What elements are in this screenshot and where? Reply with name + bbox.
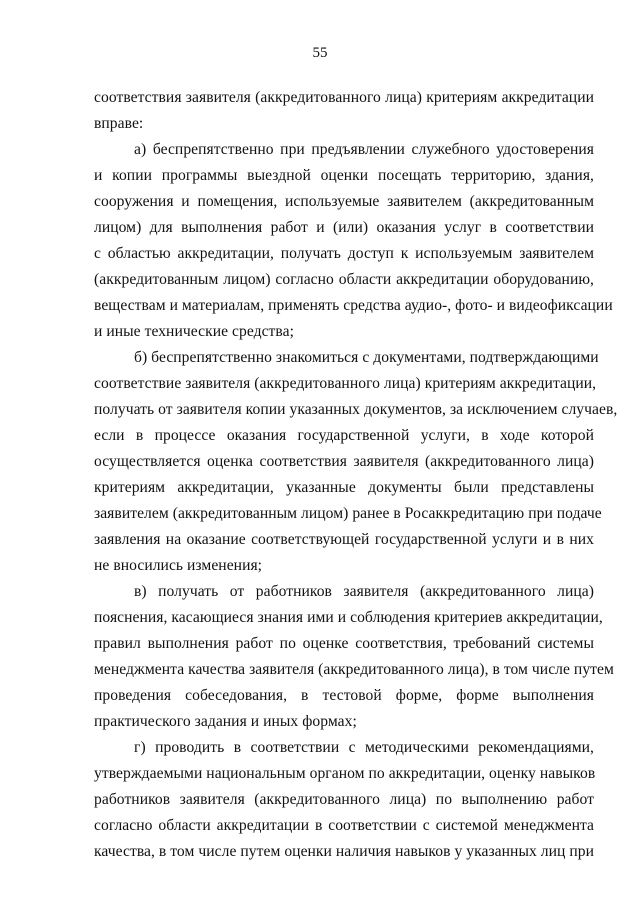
page-number: 55 — [312, 45, 328, 61]
text-line: веществам и материалам, применять средства аудио-, фото- и видеофиксации — [94, 297, 613, 314]
text-line: сооружения и помещения, используемые заявителем (аккредитованным — [94, 193, 594, 210]
text-line: проведения собеседования, в тестовой форме, форме выполнения — [94, 687, 594, 704]
paragraph-g-first-line: г) проводить в соответствии с методическими рекомендациями, — [134, 739, 594, 756]
text-line: соответствия заявителя (аккредитованного лица) критериям аккредитации — [94, 89, 594, 106]
text-line: лицом) для выполнения работ и (или) оказания услуг в соответствии — [94, 219, 594, 236]
text-line: (аккредитованным лицом) согласно области аккредитации оборудованию, — [94, 271, 594, 288]
text-line: правил выполнения работ по оценке соответствия, требований системы — [94, 635, 594, 652]
text-line: заявителем (аккредитованным лицом) ранее в Росаккредитацию при подаче — [94, 505, 602, 522]
paragraph-v-first-line: в) получать от работников заявителя (аккредитованного лица) — [134, 583, 594, 600]
text-line: пояснения, касающиеся знания ими и соблюдения критериев аккредитации, — [94, 609, 603, 626]
text-line: утверждаемыми национальным органом по аккредитации, оценку навыков — [94, 765, 596, 782]
text-line: с областью аккредитации, получать доступ к используемым заявителем — [94, 245, 594, 262]
paragraph-b-first-line: б) беспрепятственно знакомиться с документами, подтверждающими — [134, 349, 599, 366]
text-line: получать от заявителя копии указанных документов, за исключением случаев, — [94, 401, 618, 418]
text-line: менеджмента качества заявителя (аккредитованного лица), в том числе путем — [94, 661, 614, 678]
text-line: практического задания и иных формах; — [94, 713, 357, 730]
text-line: и иные технические средства; — [94, 323, 294, 340]
text-line: осуществляется оценка соответствия заявителя (аккредитованного лица) — [94, 453, 594, 470]
text-line: критериям аккредитации, указанные документы были представлены — [94, 479, 594, 496]
text-line: и копии программы выездной оценки посещать территорию, здания, — [94, 167, 594, 184]
text-line: работников заявителя (аккредитованного лица) по выполнению работ — [94, 791, 594, 808]
text-line: вправе: — [94, 115, 144, 132]
text-line: если в процессе оказания государственной услуги, в ходе которой — [94, 427, 594, 444]
text-line: заявления на оказание соответствующей государственной услуги и в них — [94, 531, 594, 548]
text-line: не вносились изменения; — [94, 557, 263, 574]
text-line: согласно области аккредитации в соответствии с системой менеджмента — [94, 817, 594, 834]
text-line: качества, в том числе путем оценки наличия навыков у указанных лиц при — [94, 843, 594, 860]
paragraph-a-first-line: а) беспрепятственно при предъявлении служебного удостоверения — [134, 141, 594, 158]
text-line: соответствие заявителя (аккредитованного лица) критериям аккредитации, — [94, 375, 597, 392]
